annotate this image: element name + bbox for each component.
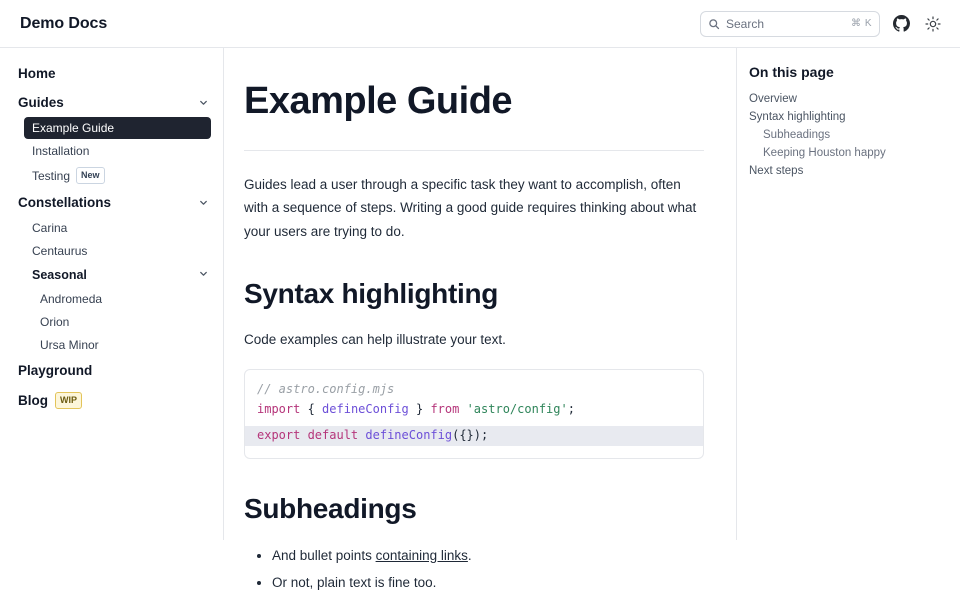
toc-link-overview[interactable]: Overview bbox=[749, 93, 797, 105]
sidebar-item-orion[interactable] bbox=[32, 311, 211, 333]
header-actions bbox=[700, 11, 944, 37]
search-input[interactable] bbox=[700, 11, 880, 37]
toc-link-subheadings[interactable]: Subheadings bbox=[763, 129, 831, 141]
code-keyword: from bbox=[430, 401, 460, 416]
code-punct: ({}); bbox=[452, 427, 489, 442]
search-icon bbox=[708, 18, 720, 30]
toc-link-keeping-houston-happy[interactable]: Keeping Houston happy bbox=[763, 147, 886, 159]
sidebar bbox=[0, 48, 224, 540]
code-identifier: defineConfig bbox=[322, 401, 409, 416]
code-punct: { bbox=[300, 401, 323, 416]
sidebar-item-playground[interactable]: Playground bbox=[18, 363, 93, 378]
sidebar-group-constellations[interactable] bbox=[16, 189, 211, 216]
sidebar-item-label: Testing bbox=[32, 168, 71, 183]
heading-subheadings: Subheadings bbox=[244, 492, 417, 524]
status-badge: New bbox=[76, 167, 105, 184]
syntax-paragraph: Code examples can help illustrate your text. bbox=[244, 331, 506, 347]
code-block bbox=[244, 369, 704, 458]
sidebar-item-ursa-minor[interactable] bbox=[32, 334, 211, 356]
toc-link-next-steps[interactable]: Next steps bbox=[749, 165, 804, 177]
sidebar-group-seasonal-label: Seasonal bbox=[32, 268, 87, 282]
sidebar-item-label: Example Guide bbox=[32, 121, 115, 135]
code-punct: ; bbox=[567, 401, 575, 416]
status-badge-wip: WIP bbox=[55, 392, 82, 409]
sidebar-group-guides-label: Guides bbox=[18, 95, 64, 110]
code-keyword: import bbox=[257, 401, 301, 416]
sidebar-item-installation[interactable] bbox=[24, 140, 211, 162]
code-keyword: default bbox=[300, 427, 366, 442]
list-item bbox=[272, 543, 704, 569]
chevron-down-icon bbox=[198, 268, 209, 282]
code-punct: } bbox=[408, 401, 431, 416]
sidebar-group-guides-children bbox=[24, 117, 211, 188]
sidebar-item-blog[interactable] bbox=[16, 386, 211, 415]
sidebar-group-constellations-label: Constellations bbox=[18, 195, 112, 210]
sidebar-item-blog-label: Blog bbox=[18, 393, 48, 408]
sidebar-item-testing[interactable] bbox=[24, 163, 211, 188]
code-comment: // astro.config.mjs bbox=[257, 382, 395, 397]
sidebar-item-label: Carina bbox=[32, 221, 68, 235]
sidebar-group-guides[interactable] bbox=[16, 89, 211, 116]
sidebar-group-constellations-children bbox=[24, 217, 211, 356]
code-string: 'astro/config' bbox=[459, 401, 568, 416]
chevron-down-icon bbox=[198, 197, 209, 208]
search-placeholder: Search bbox=[726, 16, 765, 31]
page-layout bbox=[0, 48, 960, 591]
toc-link-syntax-highlighting[interactable]: Syntax highlighting bbox=[749, 111, 846, 123]
code-line-export bbox=[245, 426, 703, 446]
sidebar-item-label: Andromeda bbox=[40, 292, 103, 306]
code-line-import bbox=[245, 400, 703, 420]
code-keyword: export bbox=[257, 427, 301, 442]
site-header bbox=[0, 0, 960, 48]
github-icon[interactable] bbox=[890, 13, 912, 35]
search-shortcut: ⌘ K bbox=[851, 18, 872, 29]
intro-paragraph: Guides lead a user through a specific task they want to accomplish, often with a sequence of steps. Writing a good guide requires thinking about what your users are trying to do. bbox=[244, 176, 697, 239]
list-item bbox=[272, 570, 704, 596]
sidebar-item-label: Installation bbox=[32, 144, 90, 158]
code-line-comment bbox=[245, 380, 703, 400]
sidebar-group-seasonal[interactable] bbox=[24, 263, 211, 287]
table-of-contents bbox=[736, 48, 960, 540]
code-identifier: defineConfig bbox=[365, 427, 453, 442]
title-divider bbox=[244, 150, 704, 151]
sidebar-item-label: Orion bbox=[40, 315, 70, 329]
sidebar-item-home[interactable]: Home bbox=[18, 66, 56, 81]
sidebar-item-example-guide[interactable] bbox=[24, 117, 211, 139]
chevron-down-icon bbox=[198, 97, 209, 108]
list-item-text: Or not, plain text is fine too. bbox=[272, 575, 437, 591]
toc-title: On this page bbox=[749, 64, 834, 80]
heading-syntax-highlighting: Syntax highlighting bbox=[244, 277, 499, 309]
list-item-text: And bullet points bbox=[272, 547, 376, 563]
sidebar-item-carina[interactable] bbox=[24, 217, 211, 239]
sidebar-item-label: Centaurus bbox=[32, 244, 88, 258]
list-item-suffix: . bbox=[467, 547, 472, 563]
page-title: Example Guide bbox=[244, 80, 513, 122]
inline-link[interactable]: containing links bbox=[375, 547, 468, 563]
sidebar-item-andromeda[interactable] bbox=[32, 288, 211, 310]
sidebar-item-label: Ursa Minor bbox=[40, 338, 99, 352]
sun-icon[interactable] bbox=[922, 13, 944, 35]
bullet-list bbox=[244, 543, 704, 596]
main-content bbox=[224, 48, 736, 591]
sidebar-item-centaurus[interactable] bbox=[24, 240, 211, 262]
site-brand[interactable]: Demo Docs bbox=[20, 14, 108, 32]
